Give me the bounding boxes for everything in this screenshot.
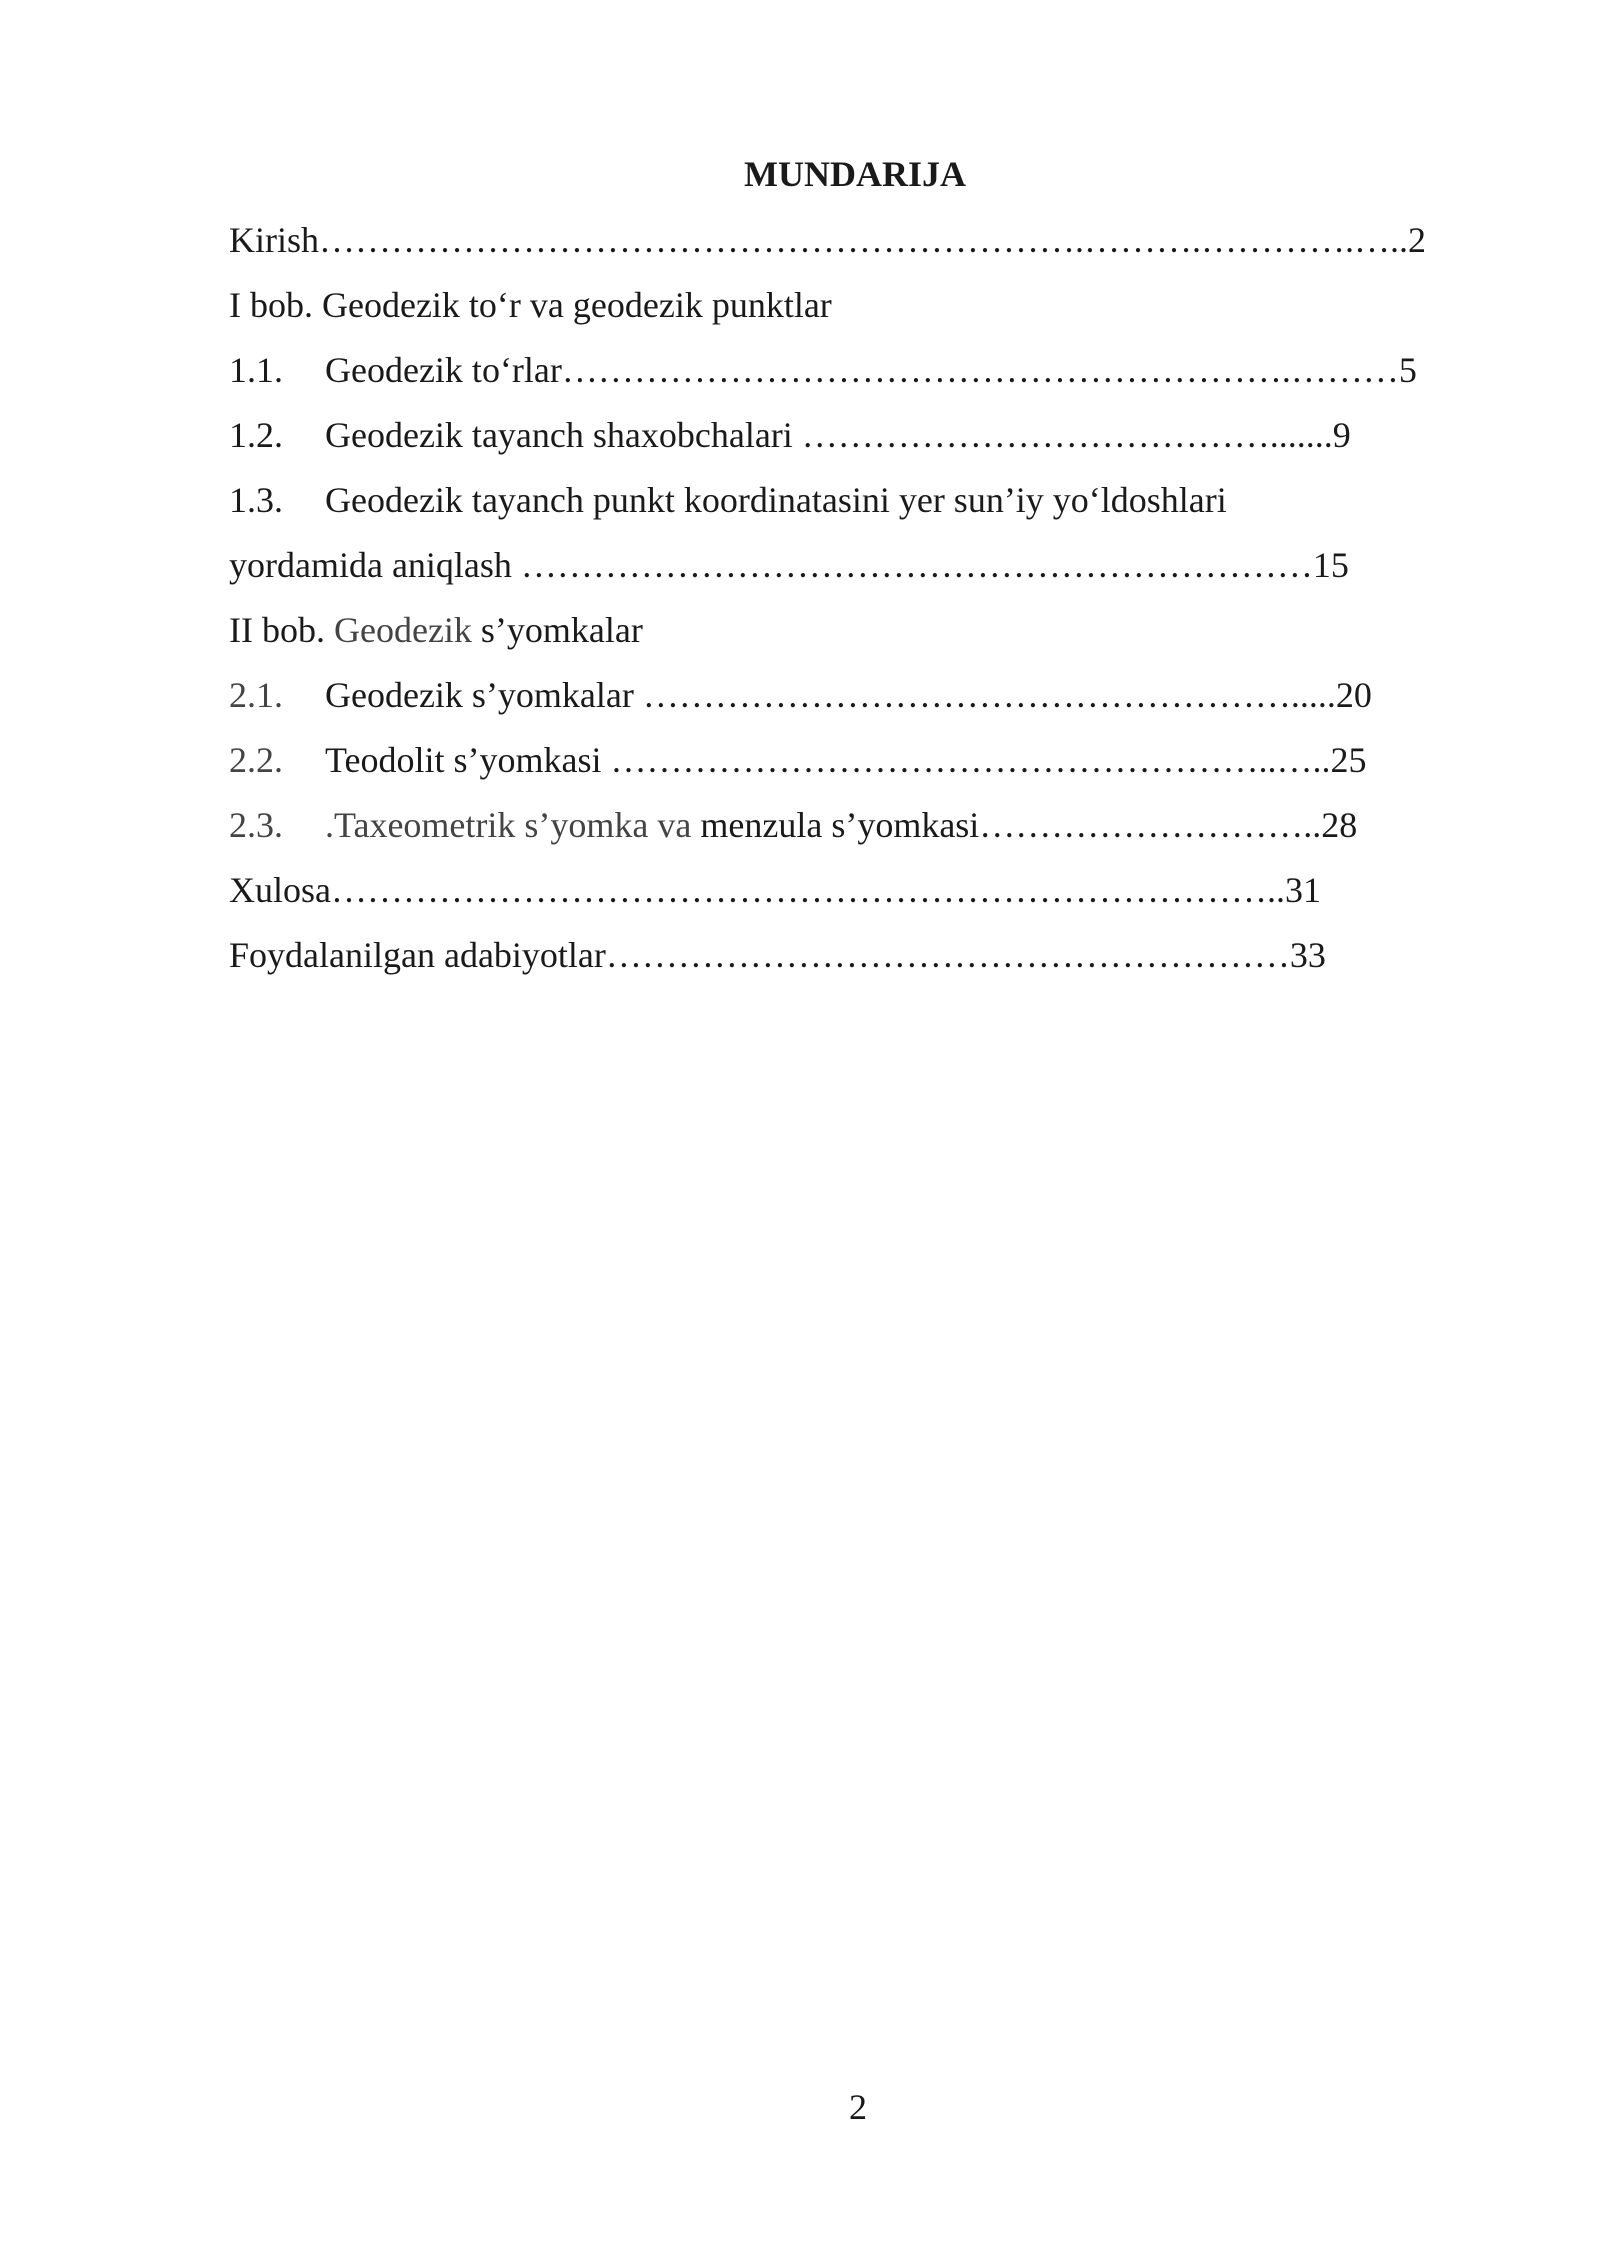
- toc-entry-2-2: [229, 738, 1366, 782]
- toc-entry-2-1: [229, 673, 1372, 717]
- toc-entry-text: Foydalanilgan adabiyotlar…………………………………………………33: [229, 935, 1326, 975]
- toc-entry-text: Geodezik tayanch punkt koordinatasini yer sun’iy yo‘ldoshlari: [325, 480, 1227, 520]
- toc-entry-number: 1.1.: [229, 350, 283, 390]
- toc-entry-number: 1.3.: [229, 480, 283, 520]
- toc-chapter-1: [229, 283, 832, 327]
- toc-chapter-prefix: II bob.: [229, 610, 325, 650]
- toc-chapter-2: [229, 608, 643, 652]
- page-number: 2: [849, 2087, 867, 2127]
- toc-entry-text: Geodezik tayanch shaxobchalari ………………………………….......9: [325, 415, 1351, 455]
- toc-entry-1-3: [229, 478, 1227, 522]
- toc-entry-text: Teodolit s’yomkasi ………………………………………………..…..25: [325, 740, 1367, 780]
- toc-entry-text: Kirish……………………………………………………….……….………….…..2: [229, 220, 1426, 260]
- toc-chapter-word: Geodezik: [333, 610, 472, 650]
- toc-entry-text: Geodezik to‘rlar…………………………………………………….………5: [325, 350, 1417, 390]
- toc-entry-1-3-continuation: [229, 543, 1349, 587]
- toc-entry-1-2: [229, 413, 1351, 457]
- toc-entry-text: yordamida aniqlash …………………………………………………………15: [229, 545, 1349, 585]
- toc-chapter-text: I bob. Geodezik to‘r va geodezik punktlar: [229, 285, 832, 325]
- toc-entry-xulosa: [229, 868, 1321, 912]
- toc-entry-number: 2.1.: [229, 675, 283, 715]
- toc-entry-number: 2.3.: [229, 805, 283, 845]
- toc-entry-kirish: [229, 218, 1426, 262]
- toc-entry-1-1: [229, 348, 1417, 392]
- toc-entry-2-3: [229, 803, 1357, 847]
- toc-entry-number: 1.2.: [229, 415, 283, 455]
- toc-entry-text-part: menzula s’yomkasi………………………..28: [700, 805, 1358, 845]
- toc-entry-text: Geodezik s’yomkalar ……………………………………………….....20: [325, 675, 1372, 715]
- toc-chapter-rest: s’yomkalar: [480, 610, 643, 650]
- toc-entry-adabiyotlar: [229, 933, 1326, 977]
- toc-entry-text: Xulosa……………………………………………………………………..31: [229, 870, 1321, 910]
- page-title: MUNDARIJA: [744, 154, 966, 194]
- toc-entry-number: 2.2.: [229, 740, 283, 780]
- toc-entry-text-part: .Taxeometrik s’yomka va: [325, 805, 692, 845]
